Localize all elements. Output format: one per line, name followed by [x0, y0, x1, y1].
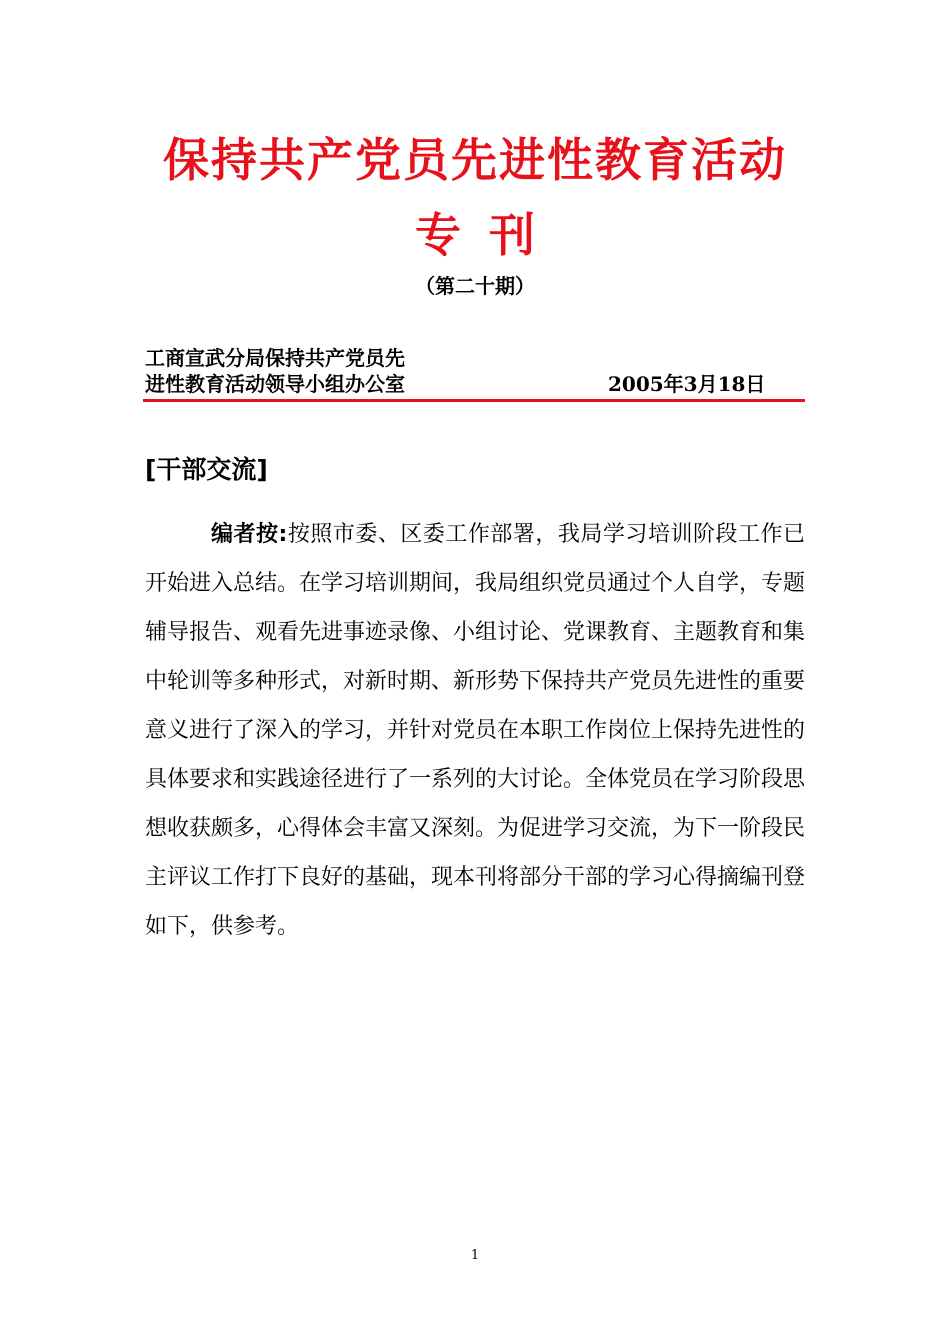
issue-date: 2005年3月18日: [608, 372, 766, 396]
page-number: 1: [470, 1248, 480, 1263]
editor-note-text: 按照市委、区委工作部署，我局学习培训阶段工作已开始进入总结。在学习培训期间，我局组织党员通过个人自学，专题辅导报告、观看先进事迹录像、小组讨论、党课教育、主题教育和集中轮训等多种形式，对新时期、新形势下保持共产党员先进性的重要意义进行了深入的学习，并针对党员在本职工作岗位上保持先进性的具体要求和实践途径进行了一系列的大讨论。全体党员在学习阶段思想收获颇多，心得体会丰富又深刻。为促进学习交流，为下一阶段民主评议工作打下良好的基础，现本刊将部分干部的学习心得摘编刊登如下，供参考。: [145, 522, 806, 939]
issue-number: （第二十期）: [415, 274, 535, 298]
header-divider: [143, 399, 805, 402]
editor-note-label: 编者按:: [211, 522, 288, 547]
section-heading: [干部交流]: [145, 455, 268, 484]
journal-subtitle: 专刊: [415, 208, 563, 262]
issuing-office-line-1: 工商宣武分局保持共产党员先: [145, 346, 405, 370]
issuing-office: [145, 345, 645, 397]
editor-note-paragraph: [145, 510, 805, 951]
journal-title: 保持共产党员先进性教育活动: [163, 133, 787, 187]
issuing-office-line-2: 进性教育活动领导小组办公室: [145, 372, 405, 396]
